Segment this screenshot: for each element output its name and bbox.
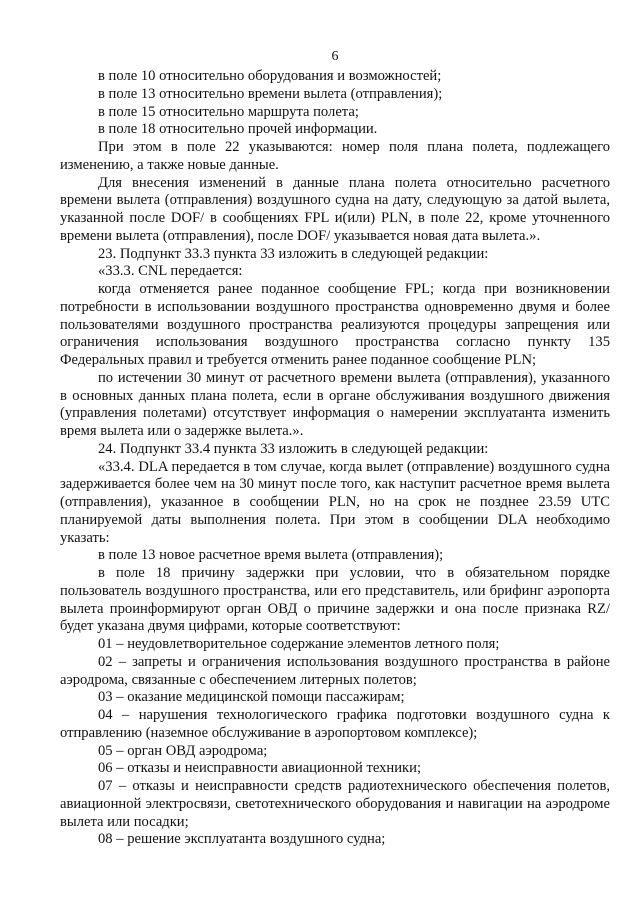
page-number: 6 xyxy=(331,49,339,64)
paragraph-field-13: в поле 13 относительно времени вылета (отправления); xyxy=(98,85,443,102)
paragraph-item-24: 24. Подпункт 33.4 пункта 33 изложить в следующей редакции: xyxy=(98,440,489,457)
delay-code-01: 01 – неудовлетворительное содержание элементов летного поля; xyxy=(98,636,500,652)
delay-code-04: 04 – нарушения технологического графика подготовки воздушного судна к отправлению (наземное обслуживание в аэропортовом комплексе); xyxy=(60,707,610,741)
delay-code-05: 05 – орган ОВД аэродрома; xyxy=(98,742,268,759)
paragraph-dla-field-18: в поле 18 причину задержки при условии, что в обязательном порядке пользователь воздушного пространства, или его представитель, или брифинг аэропорта вылета проинформируют орган ОВД о причине задержки и она после признака RZ/ будет указана двумя цифрами, которые соответствуют: xyxy=(60,565,610,635)
paragraph-field-22: При этом в поле 22 указываются: номер поля плана полета, подлежащего изменению, а также новые данные. xyxy=(60,139,610,173)
delay-code-07: 07 – отказы и неисправности средств радиотехнического обеспечения полетов, авиационной электросвязи, светотехнического оборудования и навигации на аэродроме вылета или посадки; xyxy=(60,778,610,830)
paragraph-dla-field-13: в поле 13 новое расчетное время вылета (отправления); xyxy=(98,547,444,564)
paragraph-dla-definition: «33.4. DLA передается в том случае, когда вылет (отправление) воздушного судна задерживается более чем на 30 минут после того, как наступит расчетное время вылета (отправления), указанное в сообщении PLN, но на срок не позднее 23.59 UTC планируемой даты выполнения полета. При этом в сообщении DLA необходимо указать: xyxy=(60,458,610,546)
paragraph-cnl-heading: «33.3. CNL передается: xyxy=(98,263,243,280)
paragraph-field-18: в поле 18 относительно прочей информации. xyxy=(98,121,378,138)
delay-code-06: 06 – отказы и неисправности авиационной техники; xyxy=(98,760,422,777)
paragraph-field-15: в поле 15 относительно маршрута полета; xyxy=(98,103,359,120)
paragraph-cnl-case-1: когда отменяется ранее поданное сообщение FPL; когда при возникновении потребности в использовании воздушного пространства одновременно двумя и более пользователями воздушного пространства реализуются процедуры запрещения или ограничения использования воздушного пространства согласно пункту 135 Федеральных правил и требуется отменить ранее поданное сообщение PLN; xyxy=(60,281,610,368)
paragraph-item-23: 23. Подпункт 33.3 пункта 33 изложить в следующей редакции: xyxy=(98,245,489,262)
document-body xyxy=(60,68,610,849)
delay-code-03: 03 – оказание медицинской помощи пассажирам; xyxy=(98,689,405,706)
paragraph-dof-changes: Для внесения изменений в данные плана полета относительно расчетного времени вылета (отправления) воздушного судна на дату, следующую за датой вылета, указанной после DOF/ в сообщениях FPL и(или) PLN, в поле 22, кроме уточненного времени вылета (отправления), после DOF/ указывается новая дата вылета.». xyxy=(60,174,610,244)
paragraph-field-10: в поле 10 относительно оборудования и возможностей; xyxy=(98,68,442,84)
delay-code-08: 08 – решение эксплуатанта воздушного судна; xyxy=(98,831,386,848)
delay-code-02: 02 – запреты и ограничения использования воздушного пространства в районе аэродрома, связанные с обеспечением литерных полетов; xyxy=(60,653,610,688)
paragraph-cnl-case-2: по истечении 30 минут от расчетного времени вылета (отправления), указанного в основных данных плана полета, если в органе обслуживания воздушного движения (управления полетами) отсутствует информация о намерении эксплуатанта изменить время вылета или о задержке вылета.». xyxy=(60,369,610,439)
